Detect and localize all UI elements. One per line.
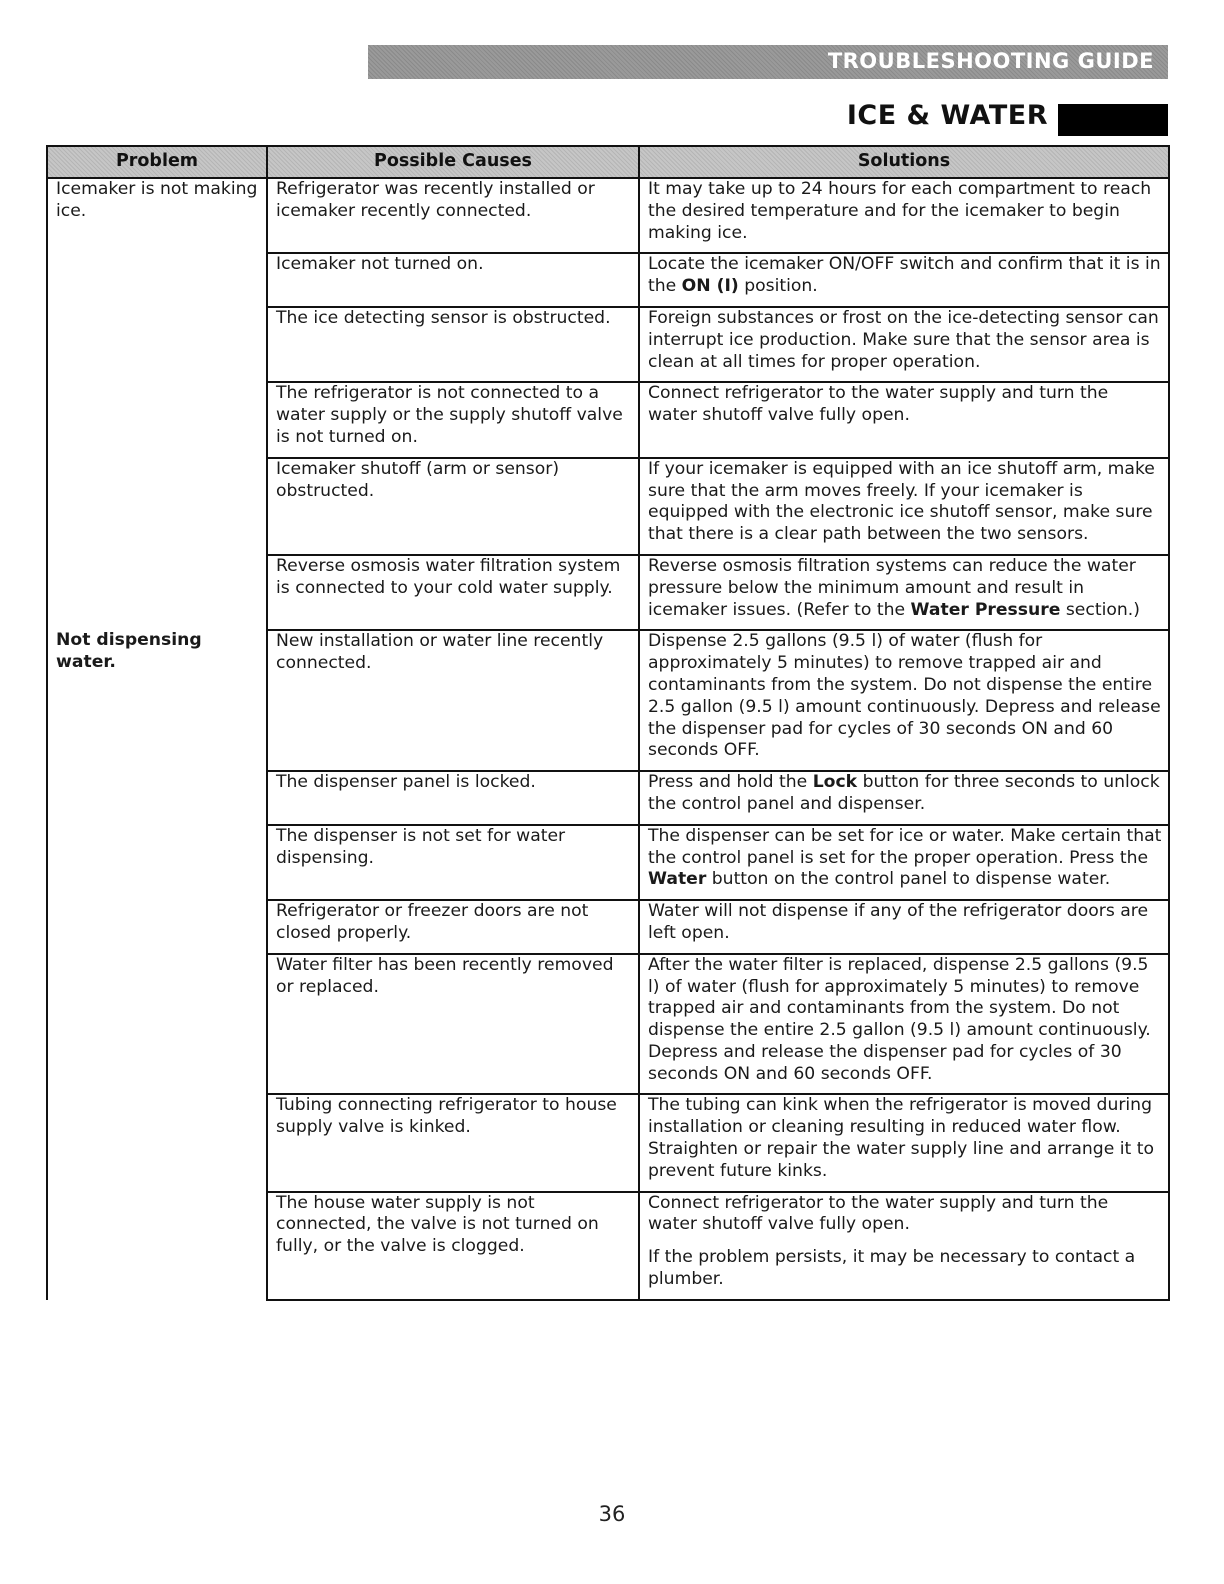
cause-cell: Icemaker shutoff (arm or sensor) obstructed. [267, 458, 639, 555]
solution-cell: Dispense 2.5 gallons (9.5 l) of water (flush for approximately 5 minutes) to remove trapped air and contaminants from the system. Do not dispense the entire 2.5 gallon (9.5 l) amount continuously. Depress and release the dispenser pad for cycles of 30 seconds ON and 60 seconds OFF. [639, 630, 1169, 771]
column-header-causes: Possible Causes [267, 146, 639, 178]
solution-text: Reverse osmosis filtration systems can reduce the water pressure below the minimum amount and result in icemaker issues. (Refer to the [648, 555, 1136, 620]
solution-text: Press and hold the [648, 772, 813, 793]
solution-emphasis: ON (I) [681, 276, 739, 297]
cause-cell: The house water supply is not connected, the valve is not turned on fully, or the valve is clogged. [267, 1192, 639, 1300]
column-header-solutions: Solutions [639, 146, 1169, 178]
table-header-row [47, 146, 1169, 178]
solution-cell: Connect refrigerator to the water supply and turn the water shutoff valve fully open. [639, 382, 1169, 457]
solution-cell: After the water filter is replaced, dispense 2.5 gallons (9.5 l) of water (flush for approximately 5 minutes) to remove trapped air and contaminants from the system. Do not dispense the entire 2.5 gallon (9.5 l) amount continuously. Depress and release the dispenser pad for cycles of 30 seconds ON and 60 seconds OFF. [639, 954, 1169, 1095]
solution-cell [639, 1192, 1169, 1300]
table-row [47, 178, 1169, 253]
solution-text: The dispenser can be set for ice or water. Make certain that the control panel is set for the proper operation. Press the [648, 825, 1162, 868]
cause-cell: The dispenser panel is locked. [267, 771, 639, 825]
page-number: 36 [598, 1502, 626, 1526]
cause-cell: Reverse osmosis water filtration system is connected to your cold water supply. [267, 555, 639, 630]
table-row [47, 630, 1169, 771]
solution-cell [639, 253, 1169, 307]
solution-text: button for three seconds to unlock the control panel and dispenser. [648, 772, 1160, 814]
solution-cell: If your icemaker is equipped with an ice shutoff arm, make sure that the arm moves freely. If your icemaker is equipped with the electronic ice shutoff sensor, make sure that there is a clear path between the two sensors. [639, 458, 1169, 555]
cause-cell: Refrigerator was recently installed or icemaker recently connected. [267, 178, 639, 253]
cause-cell: The ice detecting sensor is obstructed. [267, 307, 639, 382]
solution-text: Locate the icemaker ON/OFF switch and confirm that it is in the [648, 254, 1161, 297]
solution-cell [639, 771, 1169, 825]
cause-cell: Tubing connecting refrigerator to house supply valve is kinked. [267, 1094, 639, 1191]
solution-text: position. [738, 276, 818, 297]
solution-cell: Water will not dispense if any of the refrigerator doors are left open. [639, 900, 1169, 954]
solution-cell [639, 555, 1169, 630]
cause-cell: New installation or water line recently connected. [267, 630, 639, 771]
solution-cell: Foreign substances or frost on the ice-detecting sensor can interrupt ice production. Make sure that the sensor area is clean at all times for proper operation. [639, 307, 1169, 382]
solution-emphasis: Lock [812, 772, 858, 793]
banner-title: TROUBLESHOOTING GUIDE [827, 49, 1154, 73]
solution-cell [639, 825, 1169, 900]
section-marker-block [1058, 104, 1168, 136]
problem-cell: Icemaker is not making ice. [47, 178, 267, 630]
solution-note: If the problem persists, it may be necessary to contact a plumber. [648, 1247, 1136, 1290]
problem-cell: Not dispensing water. [47, 630, 267, 1300]
cause-cell: The refrigerator is not connected to a water supply or the supply shutoff valve is not turned on. [267, 382, 639, 457]
column-header-problem: Problem [47, 146, 267, 178]
solution-emphasis: Water [648, 869, 707, 890]
cause-cell: The dispenser is not set for water dispensing. [267, 825, 639, 900]
solution-cell: The tubing can kink when the refrigerator is moved during installation or cleaning resulting in reduced water flow. Straighten or repair the water supply line and arrange it to prevent future kinks. [639, 1094, 1169, 1191]
cause-cell: Icemaker not turned on. [267, 253, 639, 307]
cause-cell: Refrigerator or freezer doors are not closed properly. [267, 900, 639, 954]
solution-emphasis: Water Pressure [910, 599, 1061, 620]
solution-text: Connect refrigerator to the water supply and turn the water shutoff valve fully open. [648, 1192, 1109, 1235]
solution-text: section.) [1060, 599, 1140, 620]
troubleshooting-table [46, 145, 1170, 1301]
section-title: ICE & WATER [846, 100, 1048, 131]
solution-cell: It may take up to 24 hours for each compartment to reach the desired temperature and for the icemaker to begin making ice. [639, 178, 1169, 253]
solution-text: button on the control panel to dispense water. [706, 869, 1111, 890]
cause-cell: Water filter has been recently removed or replaced. [267, 954, 639, 1095]
section-banner [368, 45, 1168, 79]
